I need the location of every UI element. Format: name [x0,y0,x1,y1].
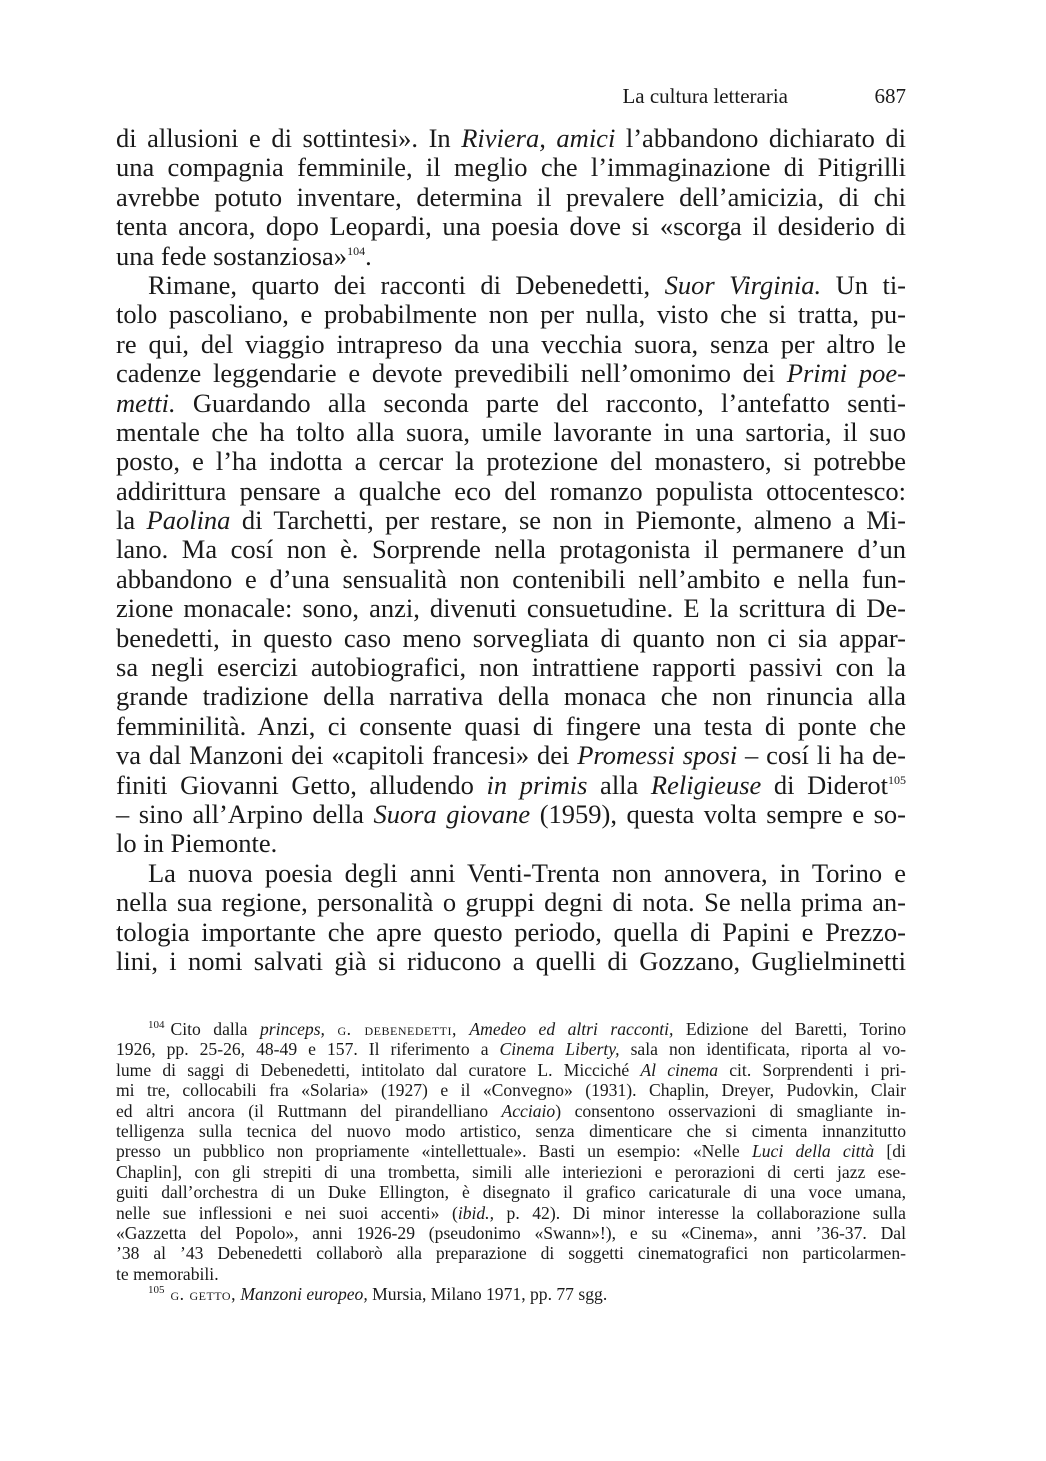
text-line [116,212,906,241]
text-segment: sala non identificata, riporta al vo- [619,1039,906,1060]
text-segment: grande tradizione della narrativa della monaca che non rinuncia alla [116,681,906,712]
text-segment: finiti Giovanni Getto, alludendo [116,769,487,800]
text-segment: femminilità. Anzi, ci consente quasi di fingere una testa di ponte che [116,710,906,741]
text-segment: Rimane, quarto dei racconti di Debenedetti, [148,269,665,300]
italic-text: Promessi sposi [577,740,738,771]
text-line [116,624,906,653]
text-segment: mi tre, collocabili fra «Solaria» (1927) e il «Convegno» (1931). Chaplin, Dreyer, Pudovkin, Clair [116,1080,906,1101]
footnote-line [116,1203,906,1223]
text-segment: ) consentono osservazioni di smagliante in- [555,1100,906,1121]
text-segment: Mursia, Milano 1971, pp. 77 sgg. [367,1284,608,1305]
text-segment: zione monacale: sono, anzi, divenuti consuetudine. E la scrittura di De- [116,593,906,624]
footnote-reference: 105 [888,772,907,787]
text-segment: 1926, pp. 25-26, 48-49 e 157. Il riferimento a [116,1039,500,1060]
footnote-line [116,1060,906,1080]
text-segment: . [365,240,372,271]
book-page [116,0,906,1461]
italic-text: Amedeo ed altri racconti, [469,1019,674,1039]
italic-text: princeps, [259,1019,325,1039]
italic-text: Cinema Liberty, [499,1039,620,1060]
text-segment: va dal Manzoni dei «capitoli francesi» dei [116,740,578,771]
text-segment: ’38 al ’43 Debenedetti collaborò alla preparazione di soggetti cinematografici non particolarmen- [116,1243,906,1264]
text-segment: l’abbandono dichiarato di [615,123,906,153]
text-line [116,947,906,976]
footnote-line [116,1264,906,1284]
text-line [116,829,906,858]
text-segment: Edizione del Baretti, Torino [673,1019,907,1039]
text-segment [325,1019,337,1039]
text-line [116,242,906,271]
body-text [116,124,906,976]
italic-text: Paolina [146,505,231,536]
text-line [116,888,906,917]
text-segment: di allusioni e di sottintesi». In [116,123,462,153]
text-segment: lo in Piemonte. [116,828,278,859]
text-segment: la [116,505,147,536]
text-segment: telligenza sulla tecnica del nuovo modo artistico, senza dimenticare che si cimenta innanzitutto [116,1120,906,1141]
text-segment: sa negli esercizi autobiografici, non intrattiene rapporti passivi con la [116,652,906,683]
text-line [116,477,906,506]
text-segment: di Tarchetti, per restare, se non in Piemonte, almeno a Mi- [230,505,906,536]
footnote-line [116,1223,906,1243]
footnote-number: 105 [148,1284,165,1297]
text-segment: Chaplin], con gli strepiti di una trombetta, simili alle interiezioni e perorazioni di certi jazz ese- [116,1161,906,1182]
text-line [116,771,906,800]
footnote-line [116,1162,906,1182]
text-segment: [di [874,1141,906,1162]
text-segment [457,1019,469,1039]
italic-text: metti. [116,387,176,418]
footnote-line [116,1019,906,1039]
text-line [116,918,906,947]
text-line [116,535,906,564]
text-segment: benedetti, in questo caso meno sorvegliata di quanto non ci sia appar- [116,622,906,653]
text-segment: re qui, del viaggio intrapreso da una vecchia suora, senza per altro le [116,328,906,359]
text-segment: – sino all’Arpino della [116,798,374,829]
text-segment: Un ti- [821,269,907,300]
text-line [116,359,906,388]
text-line [116,418,906,447]
text-segment: nella sua regione, personalità o gruppi degni di nota. Se nella prima an- [116,887,906,918]
italic-text: in primis [486,769,588,800]
text-segment: tenta ancora, dopo Leopardi, una poesia dove si «scorga il desiderio di [116,211,906,242]
text-segment: cadenze leggendarie e devote prevedibili nell’omonimo dei [116,358,787,389]
text-line [116,271,906,300]
text-segment: tolo pascoliano, e probabilmente non per nulla, visto che si tratta, pu- [116,299,906,330]
footnote-line [116,1080,906,1100]
italic-text: ibid., [457,1202,494,1223]
text-line [116,565,906,594]
text-segment: una compagnia femminile, il meglio che l’immaginazione di Pitigrilli [116,152,906,183]
text-segment: presso un pubblico non propriamente «intellettuale». Basti un esempio: «Nelle [116,1141,752,1162]
footnote-line [116,1141,906,1161]
italic-text: Luci della città [751,1141,875,1162]
text-line [116,124,906,153]
footnote-line [116,1243,906,1263]
text-line [116,859,906,888]
italic-text: Riviera, amici [461,123,616,153]
running-head [116,84,906,114]
text-segment: Guardando alla seconda parte del racconto, l’antefatto senti- [175,387,906,418]
italic-text: Primi poe- [786,358,906,389]
text-line [116,330,906,359]
text-segment: posto, e l’ha indotta a cercar la protezione del monastero, si potrebbe [116,446,906,477]
text-segment: ed altri ancora (il Ruttmann del pirandelliano [116,1100,502,1121]
footnote-reference: 104 [347,243,366,258]
text-line [116,447,906,476]
italic-text: Suora giovane [373,798,531,829]
text-line [116,653,906,682]
text-line [116,389,906,418]
text-segment: una fede sostanziosa» [116,240,348,271]
text-segment: di Diderot [761,769,889,800]
text-line [116,153,906,182]
text-segment: cit. Sorprendenti i pri- [718,1059,907,1080]
text-segment: Cito dalla [170,1019,260,1039]
footnote-line [116,1182,906,1202]
text-segment: La nuova poesia degli anni Venti-Trenta non annovera, in Torino e [148,857,906,888]
italic-text: Acciaio [501,1100,556,1121]
text-segment: – cosí li ha de- [737,740,907,771]
italic-text: Suor Virginia. [664,269,822,300]
text-segment: lume di saggi di Debenedetti, intitolato dal curatore L. Micciché [116,1059,641,1080]
text-line [116,506,906,535]
running-title: La cultura letteraria [622,84,788,108]
author-name: g. getto, [170,1284,236,1305]
text-segment: lini, i nomi salvati già si riducono a quelli di Gozzano, Guglielminetti [116,945,906,976]
text-segment: lano. Ma cosí non è. Sorprende nella protagonista il permanere d’un [116,534,906,565]
text-segment: (1959), questa volta sempre e so- [530,798,906,829]
text-segment: te memorabili. [116,1263,219,1284]
text-segment: guiti dall’orchestra di un Duke Ellington, è disegnato il grafico caricaturale di una voce umana, [116,1182,906,1203]
text-segment: nelle sue inflessioni e nei suoi accenti» ( [116,1202,458,1223]
text-segment: avrebbe potuto inventare, determina il prevalere dell’amicizia, di chi [116,181,906,212]
text-line [116,712,906,741]
page-number: 687 [874,84,906,108]
footnote-line [116,1039,906,1059]
text-segment: alla [587,769,651,800]
text-segment: tologia importante che apre questo periodo, quella di Papini e Prezzo- [116,916,906,947]
text-line [116,300,906,329]
footnote-line [116,1284,906,1304]
italic-text: Religieuse [650,769,762,800]
text-line [116,682,906,711]
text-segment: addirittura pensare a qualche eco del romanzo populista ottocentesco: [116,475,906,506]
footnote-line [116,1121,906,1141]
italic-text: Al cinema [640,1059,719,1080]
italic-text: Manzoni europeo, [240,1284,368,1305]
text-segment: abbandono e d’una sensualità non contenibili nell’ambito e nella fun- [116,563,906,594]
text-segment: «Gazzetta del Popolo», anni 1926-29 (pseudonimo «Swann»!), e su «Cinema», anni ’36-37. Dal [116,1222,906,1243]
text-line [116,183,906,212]
text-line [116,594,906,623]
text-segment: p. 42). Di minor interesse la collaborazione sulla [493,1202,906,1223]
text-line [116,800,906,829]
author-name: g. debenedetti, [337,1019,457,1039]
footnotes [116,1019,906,1304]
text-segment: mentale che ha tolto alla suora, umile lavorante in una sartoria, il suo [116,416,906,447]
footnote-number: 104 [148,1019,165,1032]
text-line [116,741,906,770]
footnote-line [116,1101,906,1121]
